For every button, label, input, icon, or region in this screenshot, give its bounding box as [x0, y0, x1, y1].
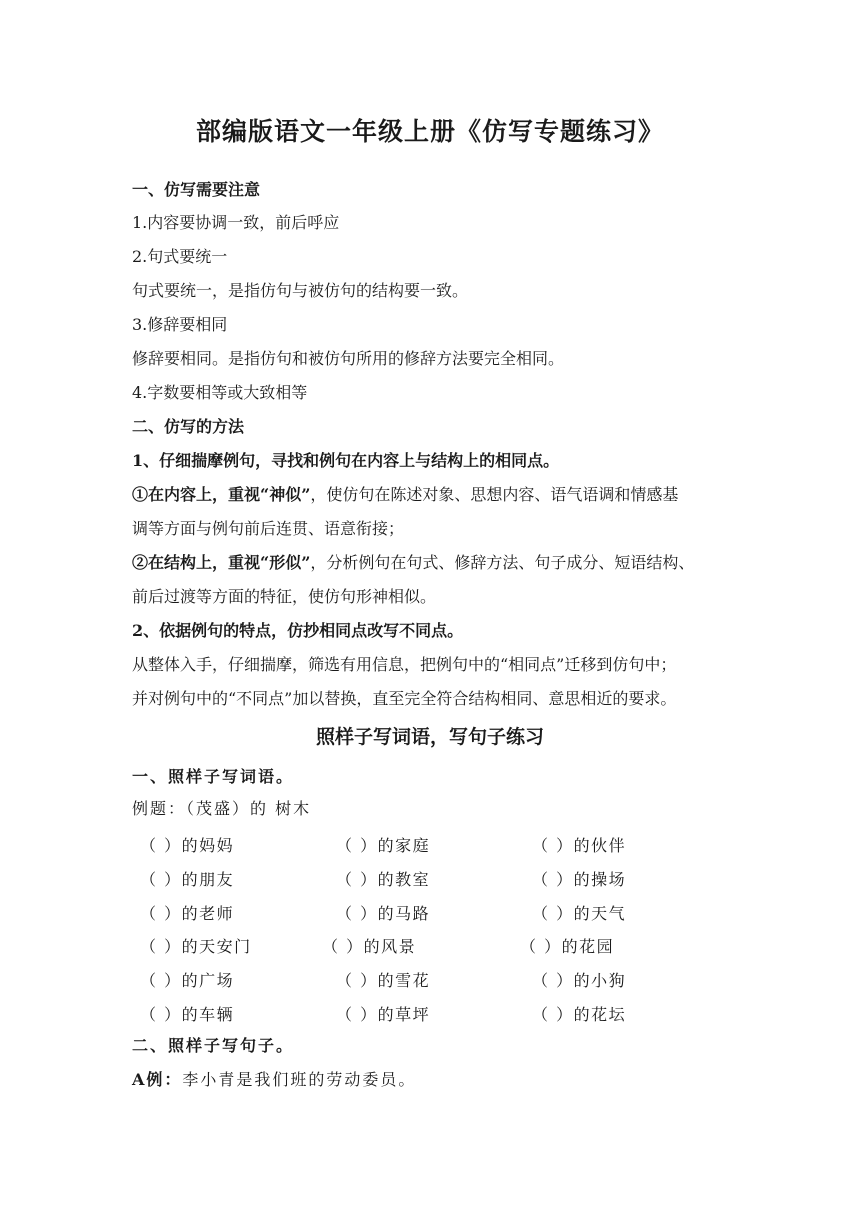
blank-item: （ ）的天气: [532, 904, 627, 923]
blank-item: （ ）的天安门: [140, 937, 252, 956]
method-paragraph-line-2: 并对例句中的“不同点”加以替换，直至完全符合结构相同、意思相近的要求。: [132, 689, 677, 708]
blank-row: [132, 968, 732, 988]
method-point-1: [132, 485, 678, 505]
blank-row: [132, 867, 732, 887]
blank-row: [132, 901, 732, 921]
method-point-2: [132, 553, 694, 573]
blank-row: [132, 934, 732, 954]
blank-row: [132, 1002, 732, 1022]
example-a-label: A例：: [132, 1070, 183, 1089]
blank-item: （ ）的草坪: [336, 1005, 431, 1024]
method-step-2: 2、依据例句的特点，仿抄相同点改写不同点。: [132, 621, 464, 640]
blank-item: （ ）的花坛: [532, 1005, 627, 1024]
note-item-3-desc: 修辞要相同。是指仿句和被仿句所用的修辞方法要完全相同。: [132, 349, 565, 368]
blank-item: （ ）的家庭: [336, 836, 431, 855]
method-point-1-cont: 调等方面与例句前后连贯、语意衔接；: [132, 519, 405, 538]
method-step-1: 1、仔细揣摩例句，寻找和例句在内容上与结构上的相同点。: [132, 451, 560, 470]
note-item-2: 2.句式要统一: [132, 247, 228, 266]
blank-item: （ ）的花园: [520, 937, 615, 956]
exercise-section-title: 照样子写词语，写句子练习: [315, 726, 544, 748]
blank-item: （ ）的车辆: [140, 1005, 235, 1024]
blank-item: （ ）的伙伴: [532, 836, 627, 855]
method-point-2-emphasis: ②在结构上，重视“形似”: [132, 553, 311, 572]
method-point-1-text: ，使仿句在陈述对象、思想内容、语气语调和情感基: [310, 485, 679, 504]
blank-item: （ ）的朋友: [140, 870, 235, 889]
blank-item: （ ）的妈妈: [140, 836, 235, 855]
part1-heading: 一、仿写需要注意: [132, 180, 261, 199]
note-item-3: 3.修辞要相同: [132, 315, 228, 334]
blank-item: （ ）的教室: [336, 870, 431, 889]
exercise-1-example: 例题：（茂盛）的 树木: [132, 799, 312, 818]
method-point-1-emphasis: ①在内容上，重视“神似”: [132, 485, 311, 504]
blank-item: （ ）的老师: [140, 904, 235, 923]
blank-item: （ ）的小狗: [532, 971, 627, 990]
method-paragraph-line-1: 从整体入手，仔细揣摩，筛选有用信息，把例句中的“相同点”迁移到仿句中；: [132, 655, 677, 674]
note-item-1: 1.内容要协调一致，前后呼应: [132, 213, 340, 232]
blank-item: （ ）的马路: [336, 904, 431, 923]
exercise-1-heading: 一、照样子写词语。: [132, 767, 295, 786]
blank-item: （ ）的风景: [322, 937, 417, 956]
blank-item: （ ）的雪花: [336, 971, 431, 990]
blank-item: （ ）的广场: [140, 971, 235, 990]
example-a-text: 李小青是我们班的劳动委员。: [182, 1070, 417, 1089]
blank-row: [132, 833, 732, 853]
blank-item: （ ）的操场: [532, 870, 627, 889]
method-point-2-text: ，分析例句在句式、修辞方法、句子成分、短语结构、: [310, 553, 695, 572]
document-title: 部编版语文一年级上册《仿写专题练习》: [195, 117, 664, 146]
note-item-4: 4.字数要相等或大致相等: [132, 383, 308, 402]
note-item-2-desc: 句式要统一，是指仿句与被仿句的结构要一致。: [132, 281, 469, 300]
part2-heading: 二、仿写的方法: [132, 417, 245, 436]
method-point-2-cont: 前后过渡等方面的特征，使仿句形神相似。: [132, 587, 437, 606]
exercise-2-example-a: [132, 1070, 416, 1090]
exercise-2-heading: 二、照样子写句子。: [132, 1036, 295, 1055]
